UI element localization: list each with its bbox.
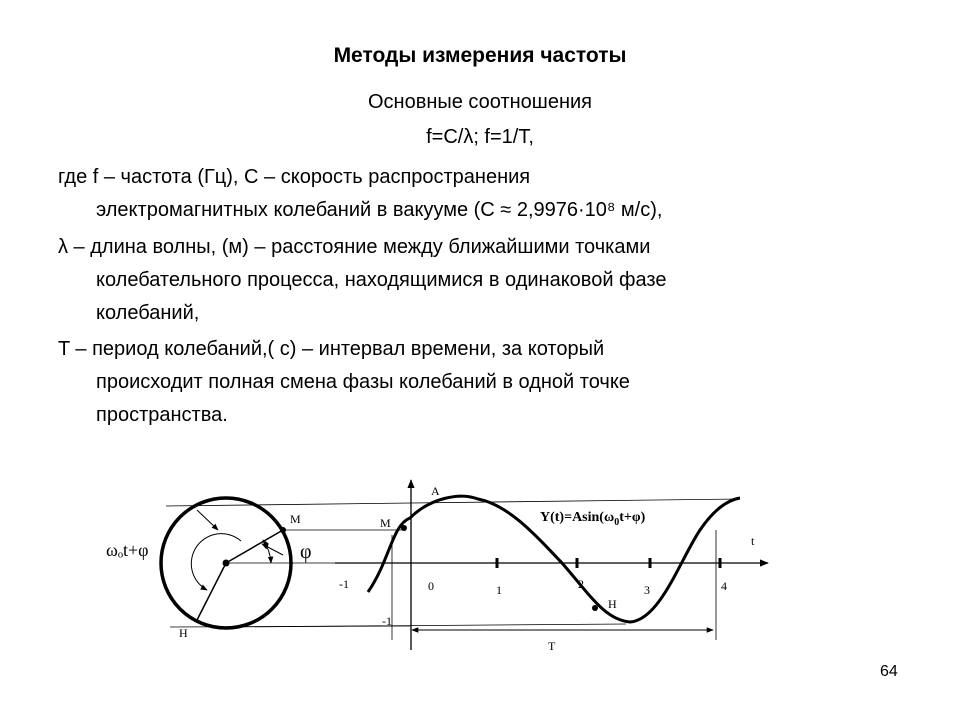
minus-one-label: -1: [382, 614, 392, 628]
equation-suffix: t+φ): [619, 510, 646, 525]
y-axis-label: A: [431, 484, 440, 498]
phase-arc: [263, 540, 271, 563]
point-m-axis-label: M: [380, 516, 391, 530]
point-h-axis-label: H: [608, 597, 617, 611]
tick-label: 1: [496, 583, 502, 597]
definition-line: пространства.: [96, 404, 228, 426]
circle-angle-label: ωₒt+φ: [106, 540, 149, 560]
page-number: 64: [880, 663, 898, 680]
definition-line: где f – частота (Гц), C – скорость распространения: [58, 166, 531, 188]
radius-line: [196, 563, 226, 622]
tick-label: 4: [721, 579, 727, 593]
definition-line: T – период колебаний,( с) – интервал времени, за который: [58, 338, 605, 360]
period-label: T: [548, 639, 556, 653]
definition-line: электромагнитных колебаний в вакууме (C ≈ 2,9976·10⁸ м/с),: [96, 199, 663, 221]
definition-line: колебательного процесса, находящимися в одинаковой фазе: [96, 269, 667, 291]
guide-line: [226, 624, 626, 627]
pointer-arrow: [197, 510, 218, 530]
equation-subscript: 0: [614, 517, 620, 528]
tick-label: 0: [428, 579, 434, 593]
equation-label: [540, 510, 646, 528]
equation-omega: ω: [603, 510, 615, 525]
tick-label: 3: [644, 583, 650, 597]
point-h-label: H: [179, 626, 188, 640]
tick-label: 2: [578, 577, 584, 591]
subtitle: Основные соотношения: [367, 91, 593, 113]
definition-line: λ – длина волны, (м) – расстояние между ближайшими точками: [58, 236, 651, 258]
point-m-label: M: [290, 512, 301, 526]
formula: f=C/λ; f=1/T,: [426, 126, 534, 148]
phase-label: φ: [300, 541, 312, 563]
slide-title: Методы измерения частоты: [333, 44, 627, 67]
pointer-arrow: [262, 544, 283, 555]
definition-line: колебаний,: [96, 302, 200, 324]
point-h-curve: [592, 605, 598, 611]
equation-prefix: Y(t)=Asin(: [540, 510, 604, 525]
point-m-curve: [401, 525, 407, 531]
minus-one-label: -1: [339, 577, 349, 591]
radius-line: [226, 530, 283, 563]
definition-line: происходит полная смена фазы колебаний в одной точке: [96, 371, 630, 393]
t-axis-label: t: [751, 534, 755, 548]
